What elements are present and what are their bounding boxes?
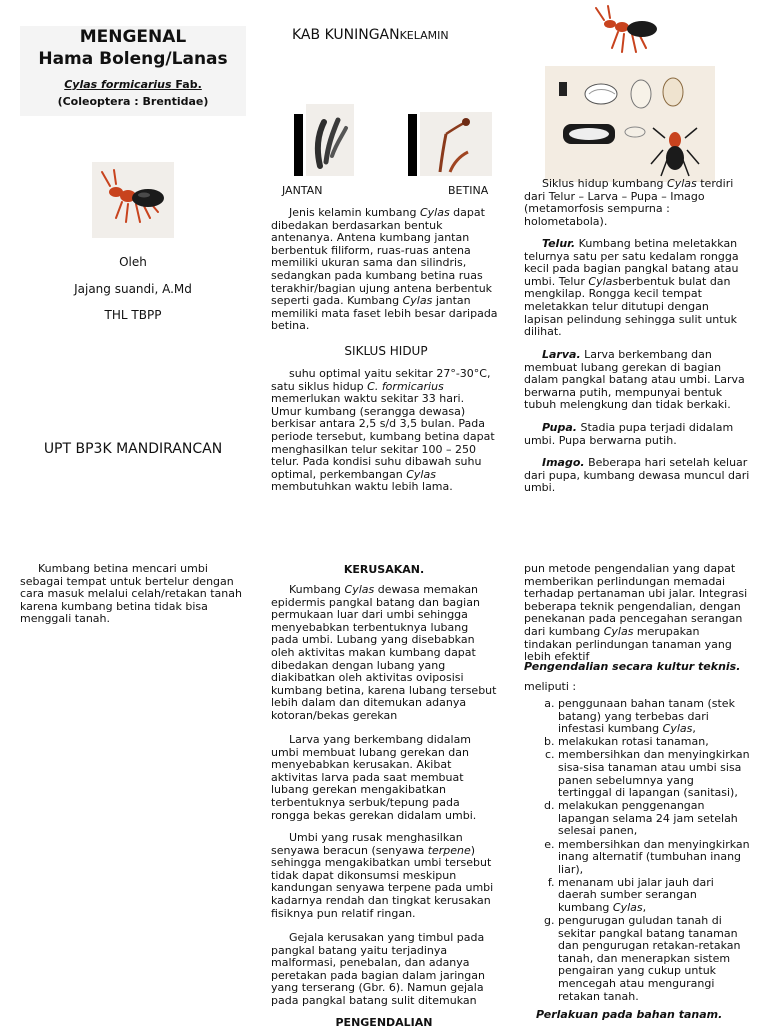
meliputi-label: meliputi : [524, 680, 577, 693]
control-intro: pun metode pengendalian yang dapat memberikan perlindungan memadai terhadap pertanaman ubi jalar. Integrasi beberapa teknik pengendalian, dengan penekanan pada pencegahan serangan dari kumbang Cylas merupakan tindakan perlindungan tanaman yang lebih efektif [524, 562, 748, 664]
label-male: JANTAN [282, 184, 323, 197]
title-box [20, 26, 246, 116]
lifecycle-intro: Siklus hidup kumbang Cylas terdiri dari Telur – Larva – Pupa – Imago (metamorfosis sempurna : holometabola). [524, 177, 734, 228]
telur-paragraph: Telur. Kumbang betina meletakkan telurnya satu per satu kedalam rongga kecil pada bagian pangkal batang atau umbi. Telur Cylasberbentuk bulat dan mengkilap. Rongga kecil tempat meletakkan telur ditutupi dengan lapisan pelindung sehingga sulit untuk dilihat. [524, 237, 739, 339]
kerusakan-p3: Umbi yang rusak menghasilkan senyawa beracun (senyawa terpene) sehingga mengakibatkan umbi tersebut tidak dapat dikonsumsi meskipun kandungan senyawa terpene pada umbi kadarnya rendah dan tingkat kerusakan fisiknya pun relatif ringan. [271, 831, 494, 920]
imago-paragraph: Imago. Beberapa hari setelah keluar dari pupa, kumbang dewasa muncul dari umbi. [524, 456, 750, 495]
beetle-photo-top [590, 2, 670, 58]
egg-laying-paragraph: Kumbang betina mencari umbi sebagai tempat untuk bertelur dengan cara masuk melalui celah/retakan tanah karena kumbang betina tidak bisa menggali tanah. [20, 562, 242, 626]
insect-order: (Coleoptera : Brentidae) [57, 95, 209, 108]
by-label: Oleh [119, 255, 147, 269]
antenna-photo-male [294, 104, 354, 176]
control-measure-item: e. membersihkan dan menyingkirkan inang alternatif (tumbuhan inang liar), [558, 839, 750, 877]
control-measure-item: b. melakukan rotasi tanaman, [558, 736, 750, 749]
cover-title-line2: Hama Boleng/Lanas [38, 49, 228, 69]
kerusakan-p4: Gejala kerusakan yang timbul pada pangkal batang yaitu terjadinya malformasi, penebalan, dan adanya peretakan pada bagian dalam jaringan yang terserang (Gbr. 6). Namun gejala pada pangkal batang sulit ditemukan [271, 931, 485, 1007]
kerusakan-p2: Larva yang berkembang didalam umbi membuat lubang gerekan dan menyebabkan kerusakan. Akibat aktivitas larva pada saat membuat lubang gerekan mengakibatkan terbentuknya serbuk/tepung pada rongga bekas gerekan didalam umbi. [271, 733, 477, 822]
control-measure-item: g. pengurugan guludan tanah di sekitar pangkal batang tanaman dan pengurugan retakan-retakan tanah, dan menerapkan sistem pengairan yang cukup untuk mencegah atau mengurangi retakan tanah. [558, 915, 750, 1003]
control-measure-item: c. membersihkan dan menyingkirkan sisa-sisa tanaman atau umbi sisa panen sebelumnya yang tertinggal di lapangan (sanitasi), [558, 749, 750, 799]
scientific-name: Cylas formicarius Fab. [64, 78, 202, 91]
control-measure-item: a. penggunaan bahan tanam (stek batang) yang terbebas dari infestasi kumbang Cylas, [558, 698, 750, 736]
cover-title-line1: MENGENAL [79, 27, 187, 47]
beetle-photo-cover [92, 162, 174, 238]
kerusakan-p1: Kumbang Cylas dewasa memakan epidermis pangkal batang dan bagian permukaan luar dari umbi sehingga menyebabkan terbentuknya lubang pada umbi. Lubang yang disebabkan oleh aktivitas makan kumbang dapat dibedakan dengan lubang yang diakibatkan oleh aktivitas oviposisi kumbang betina, karena lubang tersebut lebih dalam dan ditemukan adanya kotoran/bekas gerekan [271, 583, 497, 722]
antenna-photo-female [408, 112, 492, 176]
pupa-paragraph: Pupa. Stadia pupa terjadi didalam umbi. Pupa berwarna putih. [524, 421, 734, 447]
sex-paragraph: Jenis kelamin kumbang Cylas dapat dibedakan berdasarkan bentuk antenanya. Antena kumbang jantan berbentuk filiform, ruas-ruas antena memiliki ukuran sama dan silindris, sedangkan pada kumbang betina ruas terakhir/bagian ujung antena berbentuk seperti gada. Kumbang Cylas jantan memiliki mata faset lebih besar daripada betina. [271, 206, 498, 333]
control-measure-item: d. melakukan penggenangan lapangan selama 24 jam setelah selesai panen, [558, 800, 750, 838]
lifecycle-plate [545, 66, 715, 182]
siklus-paragraph: suhu optimal yaitu sekitar 27°-30°C, satu siklus hidup C. formicarius memerlukan waktu sekitar 33 hari. Umur kumbang (serangga dewasa) berkisar antara 2,5 s/d 3,5 bulan. Pada periode tersebut, kumbang betina dapat menghasilkan telur sekitar 100 – 250 telur. Pada kondisi suhu dibawah suhu optimal, perkembangan Cylas membutuhkan waktu lebih lama. [271, 367, 495, 494]
author-role: THL TBPP [104, 308, 162, 322]
larva-paragraph: Larva. Larva berkembang dan membuat lubang gerekan di bagian dalam pangkal batang atau umbi. Larva berwarna putih, mempunyai bentuk tubuh melengkung dan tidak berkaki. [524, 348, 745, 412]
kultur-heading: Pengendalian secara kultur teknis. [524, 660, 741, 673]
author-name: Jajang suandi, A.Md [74, 282, 192, 296]
perlakuan-heading: Perlakuan pada bahan tanam. [536, 1008, 723, 1021]
kerusakan-heading: KERUSAKAN. [343, 563, 425, 576]
pengendalian-heading: PENGENDALIAN [335, 1016, 433, 1029]
siklus-heading: SIKLUS HIDUP [344, 344, 428, 358]
control-measure-item: f. menanam ubi jalar jauh dari daerah sumber serangan kumbang Cylas, [558, 877, 750, 915]
header-kabupaten: KAB KUNINGANKELAMIN [292, 27, 449, 43]
institution: UPT BP3K MANDIRANCAN [43, 441, 223, 457]
label-female: BETINA [448, 184, 489, 197]
control-measures-list [524, 698, 750, 1004]
